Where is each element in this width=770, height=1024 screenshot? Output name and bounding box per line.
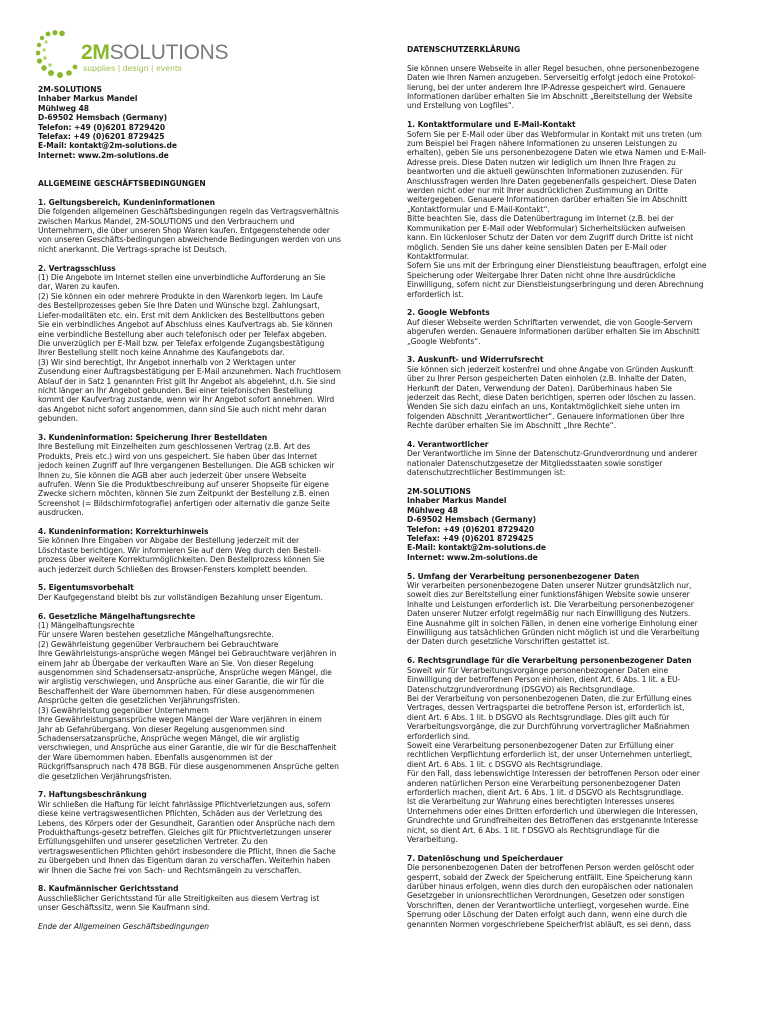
section-text-line: dient Art. 6 Abs. 1 lit. b DSGVO als Rechtsgrundlage. Dies gilt auch für: [407, 712, 670, 722]
section-text-line: Einwilligung aus tatsächlichen Gründen nicht möglich ist und die Verarbeitung: [407, 628, 700, 638]
section-text-line: Ansprüche gelten die gesetzlichen Verjährungsfristen.: [38, 696, 240, 706]
section: [407, 355, 733, 430]
section-text-line: Sperrung oder Löschung der Daten erfolgt auch dann, wenn eine durch die: [407, 910, 688, 920]
section-text-line: Wir schließen die Haftung für leicht fahrlässige Pflichtverletzungen aus, sofern: [38, 799, 331, 809]
section-text-line: Bei der Verarbeitung von personenbezogenen Daten, die zur Erfüllung eines: [407, 693, 692, 703]
section-text-line: Vorschriften, denen der Verantwortliche unterliegt, vorgesehen wurde. Eine: [407, 900, 689, 910]
section-text-line: Rechte darüber erhalten Sie im Abschnitt „Ihre Rechte“.: [407, 421, 616, 431]
section-text-line: Produkthaftungs-gesetz betreffen. Gleiches gilt für Pflichtverletzungen unserer: [38, 827, 332, 837]
section-text-line: Gesetzgeber in unionsrechtlichen Verordnungen, Gesetzen oder sonstigen: [407, 891, 685, 901]
section-text-line: folgenden Abschnitt „Verantwortlicher“. Genauere Informationen über Ihre: [407, 411, 685, 421]
section: [38, 884, 356, 912]
section-text-line: kommt der Kaufvertrag zustande, wenn wir Ihr Angebot sofort annehmen. Wird: [38, 395, 335, 405]
section-text-line: Grundrechte und Grundfreiheiten des Betroffenen das erstgenannte Interesse: [407, 816, 698, 826]
section-text-line: dient Art. 6 Abs. 1 lit. c DSGVO als Rechtsgrundlage.: [407, 759, 603, 769]
address-line: D-69502 Hemsbach (Germany): [407, 515, 537, 525]
section-text-line: gesperrt, sobald der Zweck der Speicherung entfällt. Eine Speicherung kann: [407, 872, 693, 882]
section-text-line: Für unsere Waren bestehen gesetzliche Mängelhaftungsrechte.: [38, 630, 274, 640]
section-text-line: darüber hinaus erfolgen, wenn dies durch den europäischen oder nationalen: [407, 882, 693, 892]
section: [38, 527, 356, 574]
section-text-line: genannten Normen vorgeschriebene Speicherfrist abläuft, es sei denn, dass: [407, 919, 691, 929]
section: [38, 433, 356, 518]
section-heading: 7. Haftungsbeschränkung: [38, 790, 147, 800]
address-line: 2M-SOLUTIONS: [38, 85, 102, 94]
section-heading: 4. Kundeninformation: Korrekturhinweis: [38, 527, 209, 537]
section-text-line: rechtlichen Verpflichtung erforderlich ist, der unser Unternehmen unterliegt,: [407, 750, 693, 760]
section-text-line: (3) Gewährleistung gegenüber Unternehmern: [38, 705, 209, 715]
section-text-line: prozess über weitere Korrekturmöglichkeiten. Den Bestellprozess können Sie: [38, 555, 325, 565]
section-text-line: werden nicht oder nur mit Ihrer ausdrücklichen Zustimmung an Dritte: [407, 186, 669, 196]
section-text-line: Ist die Verarbeitung zur Wahrung eines berechtigten Interesses unseres: [407, 797, 675, 807]
address-line: Telefax: +49 (0)6201 8729425: [407, 534, 534, 544]
section-text-line: kann. Ein lückenloser Schutz der Daten vor dem Zugriff durch Dritte ist nicht: [407, 233, 694, 243]
section-text-line: Eine Ausnahme gilt in solchen Fällen, in denen eine vorherige Einholung einer: [407, 618, 698, 628]
section-text-line: über zu Ihrer Person gespeicherten Daten einholen (z.B. Inhalte der Daten,: [407, 374, 687, 384]
section-heading: 2. Google Webfonts: [407, 308, 490, 318]
section: [407, 308, 733, 346]
section-text-line: das Angebot nicht sofort angenommen, dann sind Sie auch nicht mehr daran: [38, 404, 327, 414]
section-text-line: erforderlich machen, dient Art. 6 Abs. 1 lit. d DSGVO als Rechtsgrundlage.: [407, 787, 684, 797]
section-text-line: verschwiegen, und Ansprüche aus einer Garantie, die wir für die Beschaffenheit: [38, 743, 337, 753]
section-text-line: Sie ein verbindliches Angebot auf Abschluss eines Kaufvertrags ab. Sie können: [38, 320, 333, 330]
section-text-line: Daten unserer Nutzer erfolgt regelmäßig nur nach Einwilligung des Nutzers.: [407, 609, 691, 619]
section-text-line: (2) Gewährleistung gegenüber Verbrauchern bei Gebrauchtware: [38, 639, 279, 649]
section-text-line: erforderlich sind.: [407, 731, 471, 741]
address-line: Internet: www.2m-solutions.de: [38, 150, 169, 160]
section-text-line: ausdrucken.: [38, 508, 84, 518]
section-text-line: Rückgriffsanspruch nach 478 BGB. Für diese ausgenommenen Ansprüche gelten: [38, 762, 339, 772]
section: [38, 198, 356, 254]
address-line: Telefon: +49 (0)6201 8729420: [407, 524, 535, 534]
controller-address: [407, 487, 733, 562]
section-text-line: zwischen Markus Mandel, 2M-SOLUTIONS und den Verbrauchern und: [38, 216, 295, 226]
section-heading: 1. Kontaktformulare und E-Mail-Kontakt: [407, 120, 576, 130]
section-text-line: Für den Fall, dass lebenswichtige Interessen der betroffenen Person oder einer: [407, 769, 700, 779]
agb-column: [38, 85, 356, 931]
section-text-line: Erfüllungsgehilfen und unserer gesetzlichen Vertreter. Zu den: [38, 837, 268, 847]
address-line: E-Mail: kontakt@2m-solutions.de: [407, 543, 546, 553]
section-text-line: Soweit eine Verarbeitung personenbezogener Daten zur Erfüllung einer: [407, 740, 674, 750]
section-text-line: Ihrer Bestellung stellt noch keine Annahme des Kaufangebots dar.: [38, 348, 285, 358]
agb-end-note: Ende der Allgemeinen Geschäftsbedingungen: [38, 922, 209, 931]
section-text-line: weitergegeben. Genauere Informationen darüber erhalten Sie im Abschnitt: [407, 195, 688, 205]
section: [38, 790, 356, 875]
section-text-line: Zwecke sichern möchten, können Sie zum Zeitpunkt der Bestellung z.B. einen: [38, 489, 330, 499]
section-text-line: Inhalte und Leistungen erforderlich ist. Die Verarbeitung personenbezogener: [407, 599, 694, 609]
section-text-line: Sofern Sie per E-Mail oder über das Webformular in Kontakt mit uns treten (um: [407, 129, 702, 139]
section-text-line: möglich. Senden Sie uns daher keine sensiblen Daten per E-Mail oder: [407, 242, 667, 252]
datenschutz-sections-continued: [407, 572, 733, 929]
section-heading: 4. Verantwortlicher: [407, 439, 489, 449]
section-text-line: diese keine vertragswesentlichen Pflichten, Schäden aus der Verletzung des: [38, 809, 323, 819]
section-text-line: auch jederzeit durch Schließen des Browser-Fensters komplett beenden.: [38, 564, 308, 574]
section-heading: 5. Eigentumsvorbehalt: [38, 583, 134, 593]
section-text-line: wir arglistig verschwiegen, und Ansprüche aus einer Garantie, die wir für die: [38, 677, 325, 687]
section-text-line: eine verbindliche Bestellung aber auch telefonisch oder per Telefax abgeben.: [38, 329, 327, 339]
section-text-line: von unseren Geschäfts-bedingungen abweichende Bedingungen werden von uns: [38, 235, 341, 245]
section-text-line: Schadensersatzansprüche, Ansprüche wegen Mängel, die wir arglistig: [38, 733, 300, 743]
section-heading: 5. Umfang der Verarbeitung personenbezogener Daten: [407, 571, 640, 581]
section: [407, 656, 733, 844]
section-text-line: die gesetzlichen Verjährungsfristen.: [38, 771, 172, 781]
section-text-line: aufrufen. Wenn Sie die Produktbeschreibung auf unserer Shopseite für eigene: [38, 480, 329, 489]
intro-text-line: und Erstellung von Logfiles“.: [407, 101, 515, 111]
section-text-line: beantworten und die aktuell gewünschten Informationen zuzusenden. Für: [407, 167, 683, 177]
datenschutz-column: [407, 45, 733, 929]
section: [38, 583, 356, 602]
datenschutz-title: DATENSCHUTZERKLÄRUNG: [407, 45, 521, 54]
section-text-line: (2) Sie können ein oder mehrere Produkte in den Warenkorb legen. Im Laufe: [38, 291, 323, 301]
section-text-line: Ablauf der in Satz 1 genannten Frist gilt Ihr Angebot als abgelehnt, d.h. Sie sind: [38, 376, 336, 386]
section-text-line: Sofern Sie uns mit der Erbringung einer Dienstleistung beauftragen, erfolgt eine: [407, 261, 707, 271]
section-text-line: der Ware übernommen haben. Ebenfalls ausgenommen ist der: [38, 752, 273, 762]
section: [38, 264, 356, 424]
section-text-line: erhalten), geben Sie uns personenbezogene Daten wie etwa Namen und E-Mail-: [407, 148, 707, 158]
logo-mark-icon: [36, 30, 80, 78]
section-text-line: erforderlich ist.: [407, 289, 464, 299]
logo-brand: 2MSOLUTIONS: [81, 41, 229, 64]
section-text-line: (1) Mängelhaftungsrechte: [38, 621, 135, 631]
section-text-line: Ihre Gewährleistungs-ansprüche wegen Mängel bei Gebrauchtware verjähren in: [38, 649, 337, 659]
intro-text-line: Daten wie Ihren Namen anzugeben. Serverseitig erfolgt jedoch eine Protokol-: [407, 73, 696, 83]
section-text-line: Ihre Bestellung mit Einzelheiten zum geschlossenen Vertrag (z.B. Art des: [38, 442, 311, 452]
section-heading: 6. Rechtsgrundlage für die Verarbeitung personenbezogener Daten: [407, 656, 692, 666]
section-text-line: zu übergeben und Ihnen das Eigentum daran zu verschaffen. Weiterhin haben: [38, 856, 331, 866]
intro-text-line: Sie können unsere Webseite in aller Regel besuchen, ohne personenbezogene: [407, 63, 700, 73]
section-text-line: Datenschutzgrundverordnung (DSGVO) als Rechtsgrundlage.: [407, 684, 635, 694]
section-text-line: Verarbeitung.: [407, 835, 458, 844]
section-text-line: unser Geschäftssitz, wenn Sie Kaufmann sind.: [38, 903, 211, 913]
section-text-line: Die folgenden allgemeinen Geschäftsbedingungen regeln das Vertragsverhältnis: [38, 207, 339, 217]
section: [407, 120, 733, 299]
section-text-line: Anschlussfragen werden Ihre Daten gegebenenfalls gespeichert. Diese Daten: [407, 176, 697, 186]
section-heading: 1. Geltungsbereich, Kundeninformationen: [38, 197, 215, 207]
section: [407, 572, 733, 647]
section-text-line: anderen natürlichen Person eine Verarbeitung personenbezogener Daten: [407, 778, 681, 788]
section-heading: 6. Gesetzliche Mängelhaftungsrechte: [38, 611, 196, 621]
section-text-line: Ausschließlicher Gerichtsstand für alle Streitigkeiten aus diesem Vertrag ist: [38, 893, 320, 903]
section-text-line: Unternehmens oder eines Dritten erforderlich und überwiegen die Interessen,: [407, 806, 698, 816]
section-text-line: Wenden Sie sich dazu einfach an uns, Kontaktmöglichkeit siehe unten im: [407, 402, 680, 412]
section-text-line: abgerufen werden. Genauere Informationen darüber erhalten Sie im Abschnitt: [407, 327, 700, 337]
company-logo: [36, 30, 229, 78]
section-text-line: Vertrages, dessen Vertragspartei die betroffene Person ist, erforderlich ist,: [407, 703, 685, 713]
section-text-line: Einwilligung, sofern nicht zur Dienstleistungserbringung und deren Abrechnung: [407, 280, 704, 290]
section-text-line: Produkts, Preis etc.) wird von uns gespeichert. Sie haben über das Internet: [38, 451, 318, 461]
section-text-line: Unternehmern, die über unseren Shop Waren kaufen. Entgegenstehende oder: [38, 226, 330, 236]
address-line: D-69502 Hemsbach (Germany): [38, 113, 168, 123]
section-text-line: Die unverzüglich per E-Mail bzw. per Telefax erfolgende Zugangsbestätigung: [38, 338, 325, 348]
section-text-line: Ihnen zu, Sie können die AGB aber auch jederzeit über unsere Webseite: [38, 470, 307, 480]
section: [407, 854, 733, 929]
section-text-line: zum Beispiel bei Fragen nähere Informationen zu unseren Leistungen zu: [407, 139, 677, 149]
section-text-line: Speicherung oder Weitergabe Ihrer Daten nicht ohne Ihre ausdrückliche: [407, 270, 676, 280]
section-text-line: Einwilligung der betroffenen Person einholen, dient Art. 6 Abs. 1 lit. a EU-: [407, 675, 681, 685]
section-text-line: Kontaktformular.: [407, 251, 469, 261]
section-text-line: Lebens, des Körpers oder der Gesundheit, Garantien oder Ansprüche nach dem: [38, 818, 335, 828]
section-heading: 2. Vertragsschluss: [38, 263, 116, 273]
section-text-line: „Google Webfonts“.: [407, 336, 481, 346]
section-text-line: „Kontaktformular und E-Mail-Kontakt“.: [407, 204, 550, 214]
section-text-line: Adresse preis. Diese Daten nutzen wir lediglich um Ihnen Ihre Fragen zu: [407, 157, 676, 167]
section-text-line: Ihre Gewährleistungsansprüche wegen Mängel der Ware verjähren in einem: [38, 715, 322, 725]
agb-sections: [38, 198, 356, 913]
section-text-line: nicht anerkannt. Die Vertrags-sprache ist Deutsch.: [38, 244, 227, 254]
section-text-line: Die personenbezogenen Daten der betroffenen Person werden gelöscht oder: [407, 863, 695, 873]
address-line: Inhaber Markus Mandel: [407, 496, 507, 506]
section-text-line: Liefer-modalitäten etc. ein. Erst mit dem Anklicken des Bestellbuttons geben: [38, 310, 325, 320]
section-text-line: datenschutzrechtlicher Bestimmungen ist:: [407, 468, 566, 478]
section-text-line: Bitte beachten Sie, dass die Datenübertragung im Internet (z.B. bei der: [407, 214, 674, 224]
section-text-line: ausgenommen sind Schadensersatz-ansprüche, Ansprüche wegen Mängel, die: [38, 668, 332, 678]
address-line: E-Mail: kontakt@2m-solutions.de: [38, 141, 177, 151]
section-heading: 7. Datenlöschung und Speicherdauer: [407, 853, 564, 863]
section-text-line: nicht länger an Ihr Angebot gebunden. Bei einer telefonischen Bestellung: [38, 385, 313, 395]
intro-text-line: Informationen darüber erhalten Sie im Abschnitt „Bereitstellung der Website: [407, 92, 693, 102]
section-text-line: Herkunft der Daten, Verwendung der Daten). Darüberhinaus haben Sie: [407, 383, 672, 393]
datenschutz-sections: [407, 120, 733, 477]
section-text-line: (1) Die Angebote im Internet stellen eine unverbindliche Aufforderung an Sie: [38, 273, 326, 283]
section: [38, 612, 356, 781]
section-text-line: Beschaffenheit der Ware übernommen haben. Für diese ausgenommenen: [38, 686, 315, 696]
section-heading: 8. Kaufmännischer Gerichtsstand: [38, 884, 179, 894]
section-heading: 3. Auskunft- und Widerrufsrecht: [407, 355, 544, 365]
section-text-line: des Bestellprozesses geben Sie Ihre Daten und Wünsche bzgl. Zahlungsart,: [38, 301, 320, 311]
section-text-line: gebunden.: [38, 414, 78, 424]
section-text-line: (3) Wir sind berechtigt, Ihr Angebot innerhalb von 2 Werktagen unter: [38, 357, 296, 367]
address-line: Mühlweg 48: [38, 103, 89, 113]
section-text-line: Kommunikation per E-Mail oder Webformular) Sicherheitslücken aufweisen: [407, 223, 686, 233]
section-text-line: Der Kaufgegenstand bleibt bis zur vollständigen Bezahlung unser Eigentum.: [38, 592, 323, 602]
address-line: Telefax: +49 (0)6201 8729425: [38, 132, 165, 142]
section-text-line: der Daten durch gesetzliche Vorschriften gestattet ist.: [407, 637, 610, 647]
section-text-line: einem Jahr ab Übergabe der verkauften Ware an Sie. Von dieser Regelung: [38, 658, 314, 668]
section-text-line: soweit dies zur Bereitstellung einer funktionsfähigen Website sowie unserer: [407, 590, 690, 600]
address-line: Inhaber Markus Mandel: [38, 94, 138, 104]
datenschutz-intro: [407, 64, 733, 111]
section-text-line: Verarbeitungsvorgänge, die zur Durchführung vorvertraglicher Maßnahmen: [407, 722, 690, 732]
logo-tagline: supplies | design | events: [83, 63, 182, 73]
section-text-line: Der Verantwortliche im Sinne der Datenschutz-Grundverordnung und anderer: [407, 449, 698, 459]
address-line: 2M-SOLUTIONS: [407, 487, 471, 496]
address-line: Mühlweg 48: [407, 505, 458, 515]
section-text-line: Auf dieser Webseite werden Schriftarten verwendet, die von Google-Servern: [407, 317, 693, 327]
company-address: [38, 85, 356, 160]
section-text-line: dar, Waren zu kaufen.: [38, 282, 120, 292]
section-text-line: jederzeit das Recht, diese Daten berichtigen, sperren oder löschen zu lassen.: [407, 392, 696, 402]
agb-title: ALLGEMEINE GESCHÄFTSBEDINGUNGEN: [38, 179, 206, 189]
address-line: Telefon: +49 (0)6201 8729420: [38, 122, 166, 132]
section-text-line: Wir verarbeiten personenbezogene Daten unserer Nutzer grundsätzlich nur,: [407, 581, 692, 591]
section: [407, 440, 733, 478]
section-text-line: Sie können Ihre Eingaben vor Abgabe der Bestellung jederzeit mit der: [38, 536, 300, 546]
section-text-line: Zusendung einer Auftragsbestätigung per E-Mail anzunehmen. Nach fruchtlosem: [38, 367, 341, 377]
section-text-line: Löschtaste berichtigen. Wir informieren Sie auf dem Weg durch den Bestell-: [38, 545, 322, 555]
intro-text-line: lierung, bei der unter anderem Ihre IP-Adresse gespeichert wird. Genauere: [407, 82, 686, 92]
section-text-line: vertragswesentlichen Pflichten gehört insbesondere die Pflicht, Ihnen die Sache: [38, 846, 336, 856]
section-text-line: Soweit wir für Verarbeitungsvorgänge personenbezogener Daten eine: [407, 665, 669, 675]
section-text-line: nicht, so dient Art. 6 Abs. 1 lit. f DSGVO als Rechtsgrundlage für die: [407, 825, 660, 835]
section-text-line: Jahr ab Gefahrübergang. Von dieser Regelung ausgenommen sind: [38, 724, 285, 734]
section-text-line: wir Ihnen die Sache frei von Sach- und Rechtsmängeln zu verschaffen.: [38, 865, 302, 875]
section-text-line: nationaler Datenschutzgesetze der Mitgliedsstaaten sowie sonstiger: [407, 458, 663, 468]
section-heading: 3. Kundeninformation: Speicherung Ihrer Bestelldaten: [38, 432, 268, 442]
section-text-line: Sie können sich jederzeit kostenfrei und ohne Angabe von Gründen Auskunft: [407, 364, 694, 374]
address-line: Internet: www.2m-solutions.de: [407, 552, 538, 562]
section-text-line: jedoch keinen Zugriff auf Ihre vergangenen Bestellungen. Die AGB schicken wir: [38, 461, 335, 471]
section-text-line: Screenshot (= Bildschirmfotografie) anfertigen oder alternativ die ganze Seite: [38, 498, 330, 508]
